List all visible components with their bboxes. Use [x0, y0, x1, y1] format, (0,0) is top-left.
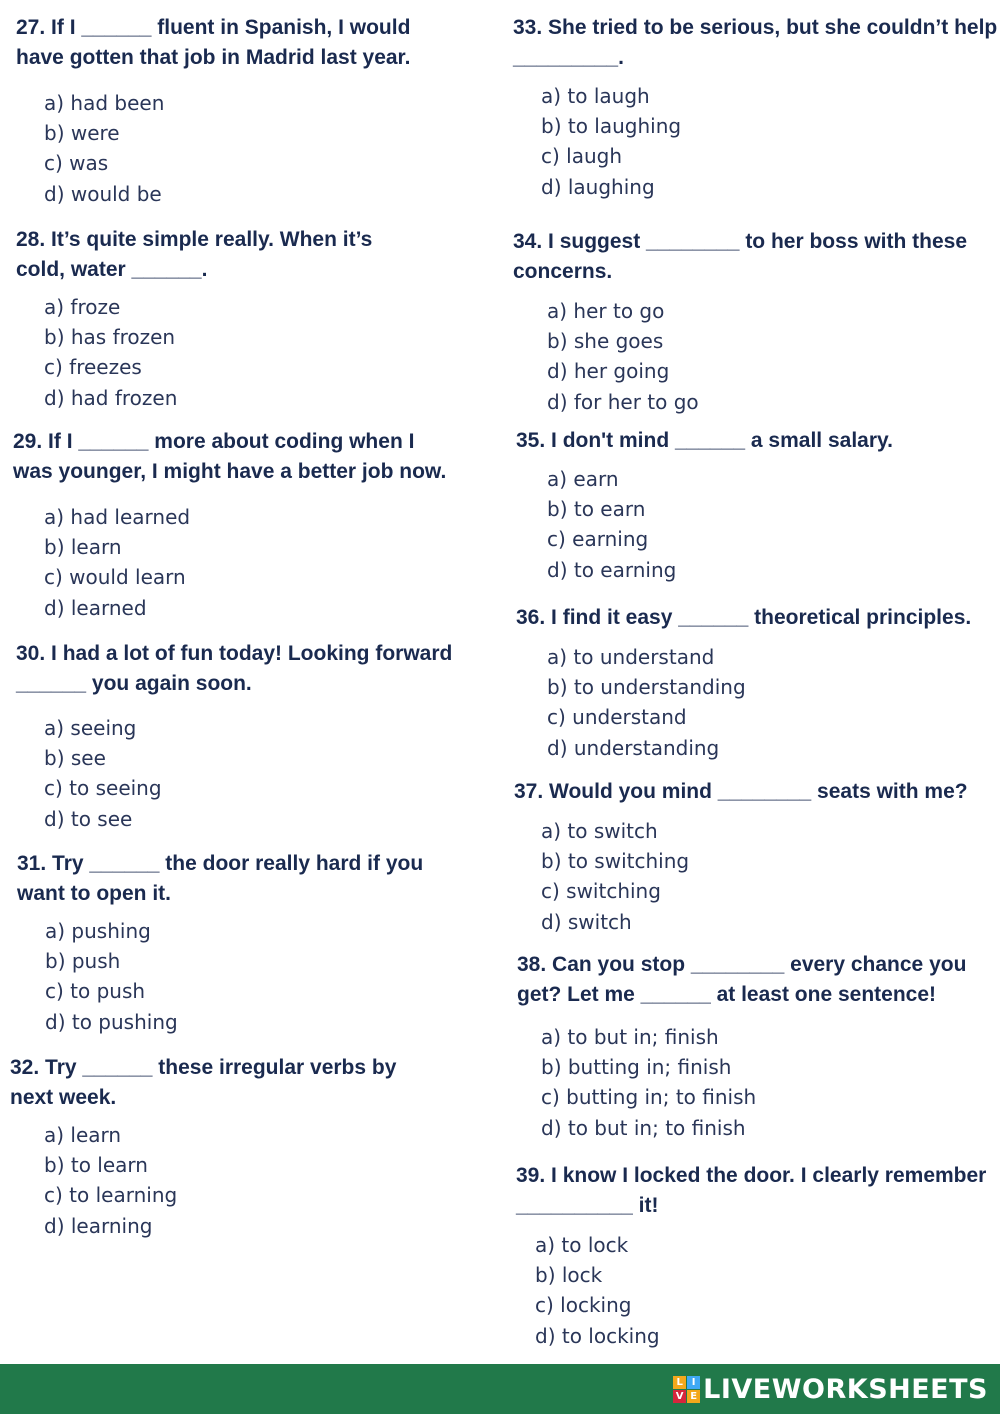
option-b[interactable]: b) to earn [547, 497, 646, 522]
question-39 [516, 1161, 986, 1351]
option-c[interactable]: c) would learn [44, 565, 186, 590]
option-d[interactable]: d) to pushing [45, 1009, 178, 1034]
option-list [541, 816, 968, 937]
option-b[interactable]: b) to switching [541, 849, 690, 874]
option-c[interactable]: c) locking [535, 1293, 632, 1318]
question-text: 39. I know I locked the door. I clearly remember __________ it! [516, 1164, 987, 1217]
option-b[interactable]: b) she goes [547, 329, 664, 354]
option-list [547, 296, 967, 417]
question-32 [10, 1053, 396, 1241]
option-a[interactable]: a) to but in; finish [541, 1025, 719, 1049]
question-30 [16, 639, 452, 834]
question-31 [17, 849, 423, 1037]
option-b[interactable]: b) has frozen [44, 325, 176, 350]
logo-letter: V [673, 1390, 686, 1403]
question-text: 28. It’s quite simple really. When it’s cold, water ______. [16, 228, 373, 281]
question-text: 30. I had a lot of fun today! Looking forward ______ you again soon. [16, 642, 453, 695]
option-b[interactable]: b) push [45, 949, 121, 974]
option-c[interactable]: c) freezes [44, 355, 142, 380]
option-list [541, 81, 997, 202]
logo-letter: E [687, 1390, 700, 1403]
option-c[interactable]: c) to seeing [44, 776, 162, 801]
option-a[interactable]: a) to switch [541, 819, 658, 843]
option-c[interactable]: c) was [44, 151, 109, 176]
option-a[interactable]: a) learn [44, 1123, 122, 1147]
option-d[interactable]: d) learned [44, 595, 147, 620]
question-text: 33. She tried to be serious, but she couldn’t help _________. [513, 16, 998, 69]
option-c[interactable]: c) to push [45, 979, 146, 1004]
question-28 [16, 225, 372, 413]
question-text: 37. Would you mind ________ seats with me? [514, 780, 968, 803]
question-text: 38. Can you stop ________ every chance you get? Let me ______ at least one sentence! [517, 953, 967, 1006]
option-list [44, 88, 410, 209]
option-d[interactable]: d) switch [541, 909, 632, 934]
option-d[interactable]: d) would be [44, 181, 162, 206]
question-27 [16, 13, 410, 209]
question-37 [514, 777, 968, 937]
question-34 [513, 227, 967, 417]
option-a[interactable]: a) to laugh [541, 84, 650, 108]
question-29 [13, 427, 446, 623]
option-list [45, 916, 423, 1037]
logo-letter: I [687, 1376, 700, 1389]
option-list [535, 1230, 986, 1351]
option-b[interactable]: b) see [44, 746, 106, 771]
option-b[interactable]: b) to understanding [547, 675, 746, 700]
option-a[interactable]: a) to lock [535, 1233, 629, 1257]
question-text: 35. I don't mind ______ a small salary. [516, 429, 893, 452]
option-a[interactable]: a) pushing [45, 919, 151, 943]
option-d[interactable]: d) to earning [547, 557, 677, 582]
footer-bar [0, 1364, 1000, 1414]
option-a[interactable]: a) her to go [547, 299, 665, 323]
option-a[interactable]: a) to understand [547, 645, 715, 669]
option-d[interactable]: d) had frozen [44, 385, 178, 410]
question-text: 32. Try ______ these irregular verbs by next week. [10, 1056, 397, 1109]
question-33 [513, 13, 997, 202]
question-text: 29. If I ______ more about coding when I was younger, I might have a better job now. [13, 430, 447, 483]
option-d[interactable]: d) to but in; to finish [541, 1115, 746, 1140]
option-a[interactable]: a) earn [547, 467, 619, 491]
option-list [44, 713, 452, 834]
option-b[interactable]: b) learn [44, 535, 122, 560]
option-list [44, 1120, 396, 1241]
option-c[interactable]: c) to learning [44, 1183, 178, 1208]
logo-squares-icon [673, 1376, 700, 1403]
option-d[interactable]: d) to see [44, 806, 133, 831]
option-list [547, 642, 971, 763]
option-d[interactable]: d) understanding [547, 735, 720, 760]
option-b[interactable]: b) butting in; finish [541, 1055, 732, 1080]
question-text: 31. Try ______ the door really hard if you want to open it. [17, 852, 424, 905]
option-c[interactable]: c) butting in; to finish [541, 1085, 757, 1110]
option-a[interactable]: a) froze [44, 295, 121, 319]
question-36 [516, 603, 971, 763]
option-a[interactable]: a) seeing [44, 716, 137, 740]
option-b[interactable]: b) to laughing [541, 114, 682, 139]
option-c[interactable]: d) her going [547, 359, 670, 384]
option-b[interactable]: b) lock [535, 1263, 603, 1288]
logo-text: LIVEWORKSHEETS [703, 1373, 988, 1405]
option-list [44, 502, 446, 623]
option-d[interactable]: d) to locking [535, 1323, 660, 1348]
option-d[interactable]: d) for her to go [547, 389, 699, 414]
question-35 [516, 426, 893, 585]
option-c[interactable]: c) understand [547, 705, 687, 730]
option-a[interactable]: a) had been [44, 91, 165, 115]
question-text: 27. If I ______ fluent in Spanish, I would have gotten that job in Madrid last year. [16, 16, 411, 69]
option-d[interactable]: d) learning [44, 1213, 153, 1238]
question-text: 34. I suggest ________ to her boss with these concerns. [513, 230, 968, 283]
option-c[interactable]: c) switching [541, 879, 661, 904]
logo-letter: L [673, 1376, 686, 1389]
option-list [547, 464, 893, 585]
option-b[interactable]: b) to learn [44, 1153, 148, 1178]
option-c[interactable]: c) laugh [541, 144, 623, 169]
option-c[interactable]: c) earning [547, 527, 649, 552]
option-d[interactable]: d) laughing [541, 174, 655, 199]
option-list [541, 1022, 966, 1143]
option-b[interactable]: b) were [44, 121, 120, 146]
question-38 [517, 950, 966, 1143]
question-text: 36. I find it easy ______ theoretical principles. [516, 606, 972, 629]
option-list [44, 292, 372, 413]
liveworksheets-logo[interactable] [673, 1373, 988, 1405]
option-a[interactable]: a) had learned [44, 505, 191, 529]
